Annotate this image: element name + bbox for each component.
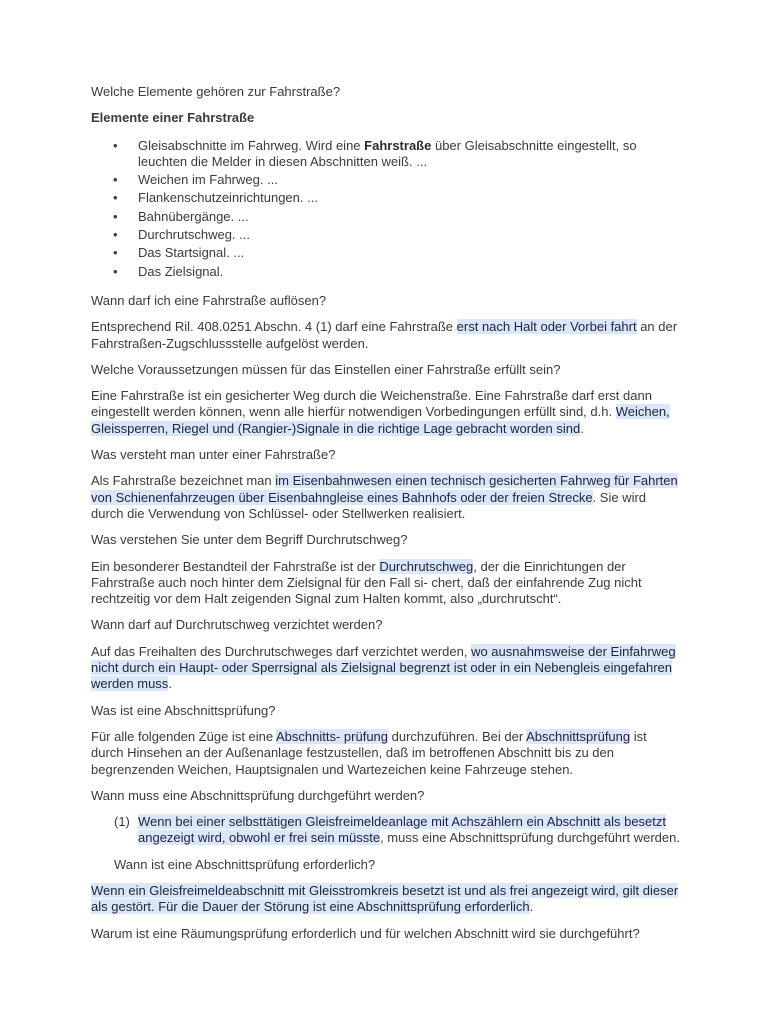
- element-list: [91, 138, 681, 280]
- list-item: • Gleisabschnitte im Fahrweg. Wird eine Fahrstraße über Gleisabschnitte eingestellt, so leuchten die Melder in diesen Abschnitten weiß. ...: [113, 137, 637, 169]
- question-4: Was versteht man unter einer Fahrstraße?: [91, 447, 336, 463]
- bullet-icon: •: [113, 137, 118, 153]
- answer-2: Entsprechend Ril. 408.0251 Abschn. 4 (1) darf eine Fahrstraße erst nach Halt oder Vorbei fahrt an der Fahrstraßen-Zugschlussstelle aufgelöst werden.: [91, 319, 678, 351]
- question-2: Wann darf ich eine Fahrstraße auflösen?: [91, 292, 327, 308]
- question-6: Wann darf auf Durchrutschweg verzichtet werden?: [91, 617, 383, 633]
- list-item: • Flankenschutzeinrichtungen. ...: [113, 190, 318, 206]
- highlight: erst nach Halt oder Vorbei fahrt: [456, 319, 637, 335]
- bullet-icon: •: [113, 172, 118, 188]
- list-item: • Weichen im Fahrweg. ...: [113, 172, 278, 188]
- highlight: im Eisenbahnwesen einen technisch gesicherten Fahrweg für Fahrten von Schienenfahrzeugen über Eisenbahngleise eines Bahnhofs oder der freien Strecke: [91, 473, 678, 505]
- question-7: Was ist eine Abschnittsprüfung?: [91, 702, 276, 718]
- bullet-icon: •: [113, 190, 118, 206]
- highlight: Weichen, Gleissperren, Riegel und (Rangier-)Signale in die richtige Lage gebracht worden sind: [91, 404, 670, 436]
- bullet-icon: •: [113, 263, 118, 279]
- highlight: wo ausnahmsweise der Einfahrweg nicht durch ein Haupt- oder Sperrsignal als Zielsignal begrenzt ist oder in ein Nebengleis eingefahren werden muss: [91, 643, 676, 692]
- bullet-icon: •: [113, 227, 118, 243]
- answer-8: (1) Wenn bei einer selbsttätigen Gleisfreimeldeanlage mit Achszählern ein Abschnitt als besetzt angezeigt wird, obwohl er frei sein müsste, muss eine Abschnittsprüfung durchgeführt werden.: [114, 814, 680, 846]
- answer-4: Als Fahrstraße bezeichnet man im Eisenbahnwesen einen technisch gesicherten Fahrweg für Fahrten von Schienenfahrzeugen über Eisenbahngleise eines Bahnhofs oder der freien Strecke. Sie wird durch die Verwendung von Schlüssel- oder Stellwerken realisiert.: [91, 473, 678, 521]
- list-item: • Bahnübergänge. ...: [113, 208, 249, 224]
- highlight: Abschnitts- prüfung: [276, 728, 389, 744]
- answer-7: Für alle folgenden Züge ist eine Abschnitts- prüfung durchzuführen. Bei der Abschnittsprüfung ist durch Hinsehen an der Außenanlage festzustellen, daß im betroffenen Abschnitt bis zu den begrenzenden Weichen, Hauptsignalen und Wartezeichen keine Fahrzeuge stehen.: [91, 728, 647, 777]
- list-item: • Durchrutschweg. ...: [113, 227, 250, 243]
- question-8: Wann muss eine Abschnittsprüfung durchgeführt werden?: [91, 787, 425, 803]
- bullet-icon: •: [113, 245, 118, 261]
- answer-5: Ein besonderer Bestandteil der Fahrstraße ist der Durchrutschweg, der die Einrichtungen der Fahrstraße auch noch hinter dem Zielsignal für den Fall si- chert, daß der einfahrende Zug nicht rechtzeitig vor dem Halt zeigenden Signal zum Halten kommt, also „durchrutscht“.: [91, 558, 642, 607]
- question-10: Warum ist eine Räumungsprüfung erforderlich und für welchen Abschnitt wird sie durchgeführt?: [91, 925, 640, 941]
- list-item: • Das Startsignal. ...: [113, 245, 245, 261]
- question-5: Was verstehen Sie unter dem Begriff Durchrutschweg?: [91, 532, 408, 548]
- answer-3: Eine Fahrstraße ist ein gesicherter Weg durch die Weichenstraße. Eine Fahrstraße darf erst dann eingestellt werden können, wenn alle hierfür notwendigen Vorbedingungen erfüllt sind, d.h. Weichen, Gleissperren, Riegel und (Rangier-)Signale in die richtige Lage gebracht worden sind.: [91, 388, 670, 436]
- question-9: Wann ist eine Abschnittsprüfung erforderlich?: [114, 856, 376, 872]
- list-item: • Das Zielsignal.: [113, 263, 224, 279]
- highlight: Abschnittsprüfung: [526, 728, 631, 744]
- list-number: (1): [114, 814, 130, 830]
- question-3: Welche Voraussetzungen müssen für das Einstellen einer Fahrstraße erfüllt sein?: [91, 361, 561, 377]
- highlight: Durchrutschweg: [379, 558, 474, 574]
- highlight: Wenn bei einer selbsttätigen Gleisfreimeldeanlage mit Achszählern ein Abschnitt als besetzt angezeigt wird, obwohl er frei sein müsste: [138, 814, 666, 846]
- section-heading: Elemente einer Fahrstraße: [91, 110, 255, 126]
- answer-6: Auf das Freihalten des Durchrutschweges darf verzichtet werden, wo ausnahmsweise der Einfahrweg nicht durch ein Haupt- oder Sperrsignal als Zielsignal begrenzt ist oder in ein Nebengleis eingefahren werden muss.: [91, 643, 676, 692]
- bullet-icon: •: [113, 208, 118, 224]
- question-1: Welche Elemente gehören zur Fahrstraße?: [91, 84, 341, 99]
- document-body: [91, 84, 681, 952]
- answer-9: Wenn ein Gleisfreimeldeabschnitt mit Gleisstromkreis besetzt ist und als frei angezeigt wird, gilt dieser als gestört. Für die Dauer der Störung ist eine Abschnittsprüfung erforderlich.: [91, 882, 679, 915]
- highlight: Wenn ein Gleisfreimeldeabschnitt mit Gleisstromkreis besetzt ist und als frei angezeigt wird, gilt dieser als gestört. Für die Dauer der Störung ist eine Abschnittsprüfung erforderlich: [91, 882, 679, 915]
